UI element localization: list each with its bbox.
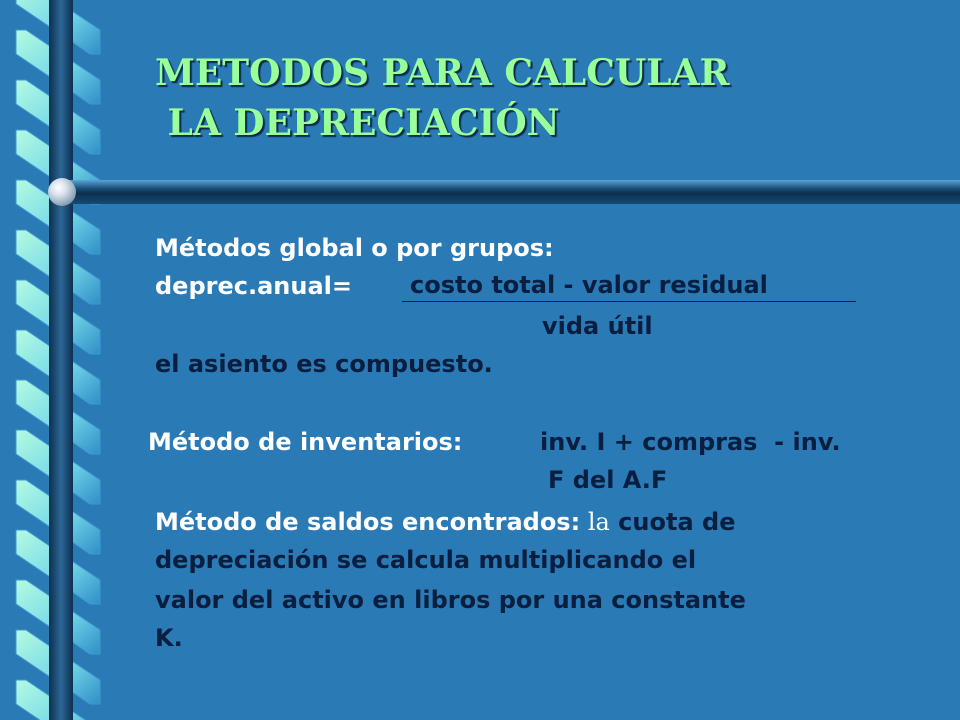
saldos-line-2: depreciación se calcula multiplicando el [155,546,697,574]
global-formula-lhs: deprec.anual= [155,272,352,300]
saldos-line-1-rest: cuota de [609,508,736,536]
decorative-ribbon [0,0,110,720]
inventarios-heading: Método de inventarios: [148,428,463,456]
saldos-line-4: K. [155,624,183,652]
saldos-heading: Método de saldos encontrados: [155,508,581,536]
global-heading: Métodos global o por grupos: [155,234,554,262]
title-line-2: LA DEPRECIACIÓN [155,102,560,144]
saldos-line-3: valor del activo en libros por una constante [155,586,746,614]
saldos-line-1 [155,506,735,538]
global-formula-numerator: costo total - valor residual [402,270,856,302]
divider-knob [48,178,76,206]
title-line-1: METODOS PARA CALCULAR [155,52,730,94]
global-note: el asiento es compuesto. [155,350,493,378]
horizontal-divider [62,180,960,204]
inventarios-formula-line-2: F del A.F [548,466,668,494]
inventarios-formula-line-1: inv. I + compras - inv. [540,428,841,456]
saldos-la: la [580,508,610,536]
global-formula-denominator: vida útil [542,312,653,340]
